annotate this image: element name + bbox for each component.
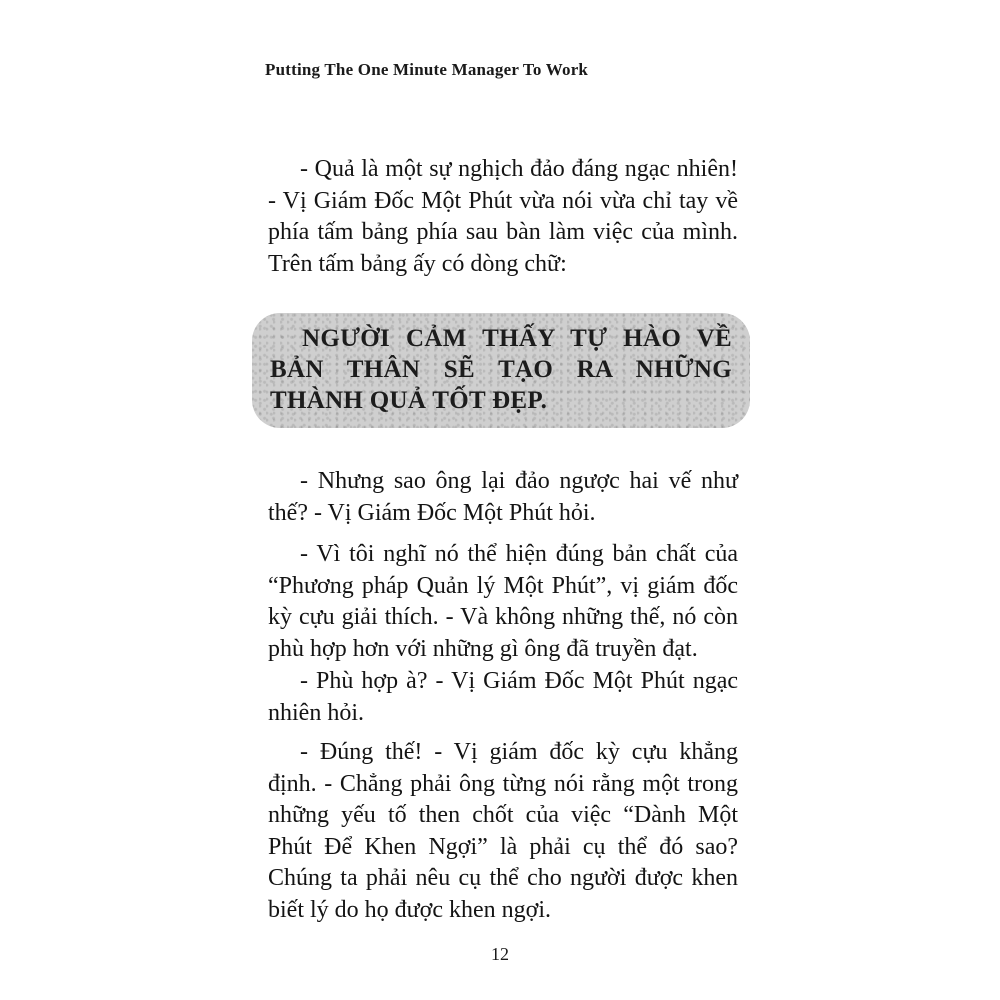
running-header: Putting The One Minute Manager To Work bbox=[265, 60, 589, 79]
paragraph-3 bbox=[268, 539, 738, 665]
paragraph-text: - Quả là một sự nghịch đảo đáng ngạc nhiên! - Vị Giám Đốc Một Phút vừa nói vừa chỉ tay về phía tấm bảng phía sau bàn làm việc của mình. Trên tấm bảng ấy có dòng chữ: bbox=[268, 156, 738, 277]
page-number: 12 bbox=[491, 944, 509, 964]
paragraph-4 bbox=[268, 666, 738, 729]
paragraph-5 bbox=[268, 737, 738, 926]
paragraph-text: - Nhưng sao ông lại đảo ngược hai vế như thế? - Vị Giám Đốc Một Phút hỏi. bbox=[268, 468, 738, 526]
paragraph-2 bbox=[268, 466, 738, 529]
quote-callout-box bbox=[252, 313, 750, 428]
quote-callout-text: NGƯỜI CẢM THẤY TỰ HÀO VỀ BẢN THÂN SẼ TẠO RA NHỮNG THÀNH QUẢ TỐT ĐẸP. bbox=[270, 325, 732, 414]
paragraph-text: - Đúng thế! - Vị giám đốc kỳ cựu khẳng định. - Chẳng phải ông từng nói rằng một trong những yếu tố then chốt của việc “Dành Một Phút Để Khen Ngợi” là phải cụ thể đó sao? Chúng ta phải nêu cụ thể cho người được khen biết lý do họ được khen ngợi. bbox=[268, 739, 738, 923]
paragraph-text: - Vì tôi nghĩ nó thể hiện đúng bản chất của “Phương pháp Quản lý Một Phút”, vị giám đốc kỳ cựu giải thích. - Và không những thế, nó còn phù hợp hơn với những gì ông đã truyền đạt. bbox=[268, 541, 738, 662]
paragraph-1 bbox=[268, 154, 738, 280]
paragraph-text: - Phù hợp à? - Vị Giám Đốc Một Phút ngạc nhiên hỏi. bbox=[268, 668, 738, 726]
